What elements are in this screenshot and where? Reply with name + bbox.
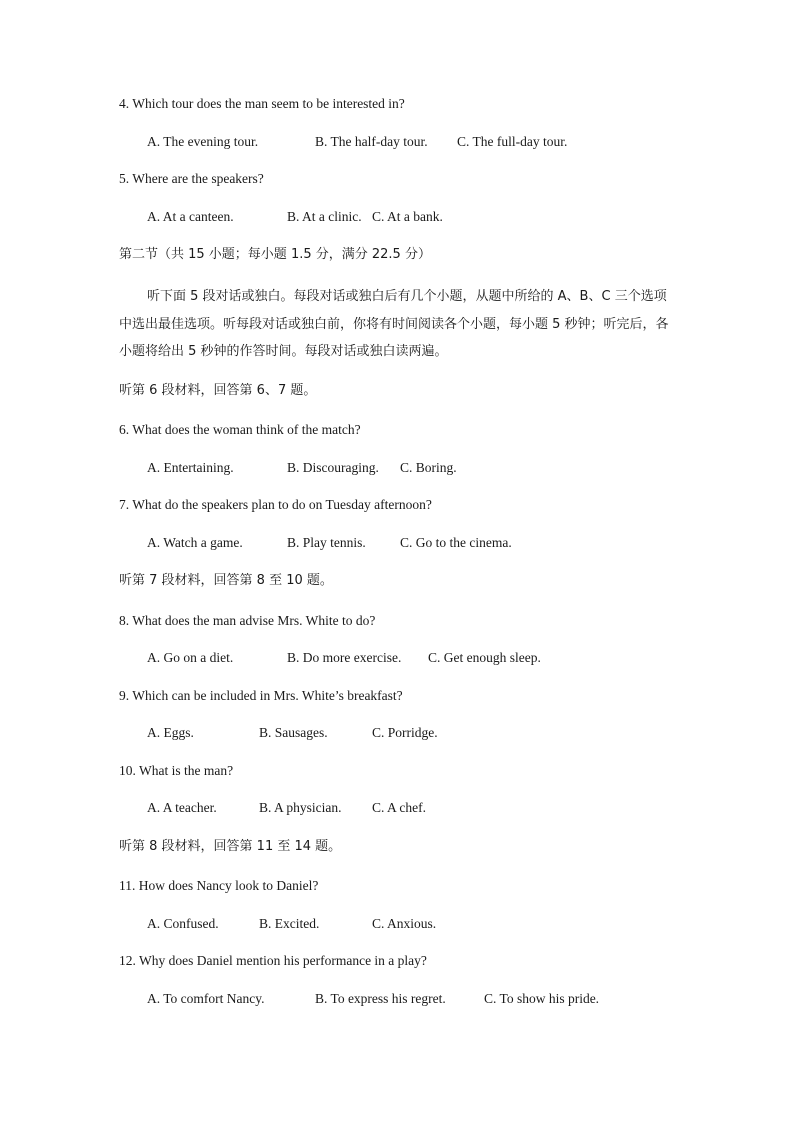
question-7-stem: 7. What do the speakers plan to do on Tuesday afternoon? [119, 497, 432, 512]
question-12-stem: 12. Why does Daniel mention his performance in a play? [119, 953, 427, 968]
option-c: C. Get enough sleep. [428, 650, 541, 665]
option-c: C. The full-day tour. [457, 134, 568, 149]
option-c: C. At a bank. [372, 209, 443, 224]
option-c: C. To show his pride. [484, 991, 600, 1006]
option-b: B. To express his regret. [315, 991, 446, 1006]
section-instructions: 听下面 5 段对话或独白。每段对话或独白后有几个小题，从题中所给的 A、B、C 三个选项中选出最佳选项。听每段对话或独白前，你将有时间阅读各个小题，每小题 5 秒钟；听完后，各小题将给出 5 秒钟的作答时间。每段对话或独白读两遍。 [119, 289, 669, 359]
option-a: A. Entertaining. [147, 460, 234, 475]
option-a: A. Go on a diet. [147, 650, 234, 665]
option-a: A. The evening tour. [147, 134, 259, 149]
option-c: C. A chef. [372, 800, 426, 815]
option-a: A. Eggs. [147, 725, 194, 740]
question-9-stem: 9. Which can be included in Mrs. White’s breakfast? [119, 688, 403, 703]
option-b: B. Sausages. [259, 725, 328, 740]
question-5-stem: 5. Where are the speakers? [119, 171, 264, 186]
option-a: A. Watch a game. [147, 535, 243, 550]
question-8-stem: 8. What does the man advise Mrs. White to do? [119, 613, 376, 628]
option-c: C. Go to the cinema. [400, 535, 512, 550]
option-b: B. A physician. [259, 800, 342, 815]
option-b: B. Discouraging. [287, 460, 379, 475]
option-b: B. The half-day tour. [315, 134, 428, 149]
section-heading: 第二节（共 15 小题；每小题 1.5 分，满分 22.5 分） [119, 247, 431, 262]
option-b: B. Play tennis. [287, 535, 366, 550]
material-8-heading: 听第 8 段材料，回答第 11 至 14 题。 [119, 839, 342, 854]
question-11-stem: 11. How does Nancy look to Daniel? [119, 878, 319, 893]
question-4-stem: 4. Which tour does the man seem to be interested in? [119, 96, 405, 111]
option-b: B. At a clinic. [287, 209, 362, 224]
option-a: A. A teacher. [147, 800, 217, 815]
option-b: B. Excited. [259, 916, 320, 931]
option-c: C. Boring. [400, 460, 457, 475]
option-a: A. Confused. [147, 916, 219, 931]
option-a: A. At a canteen. [147, 209, 234, 224]
option-b: B. Do more exercise. [287, 650, 402, 665]
option-a: A. To comfort Nancy. [147, 991, 265, 1006]
question-10-stem: 10. What is the man? [119, 763, 234, 778]
question-6-stem: 6. What does the woman think of the match? [119, 422, 361, 437]
option-c: C. Porridge. [372, 725, 438, 740]
material-6-heading: 听第 6 段材料，回答第 6、7 题。 [119, 383, 317, 398]
option-c: C. Anxious. [372, 916, 437, 931]
material-7-heading: 听第 7 段材料，回答第 8 至 10 题。 [119, 573, 333, 588]
